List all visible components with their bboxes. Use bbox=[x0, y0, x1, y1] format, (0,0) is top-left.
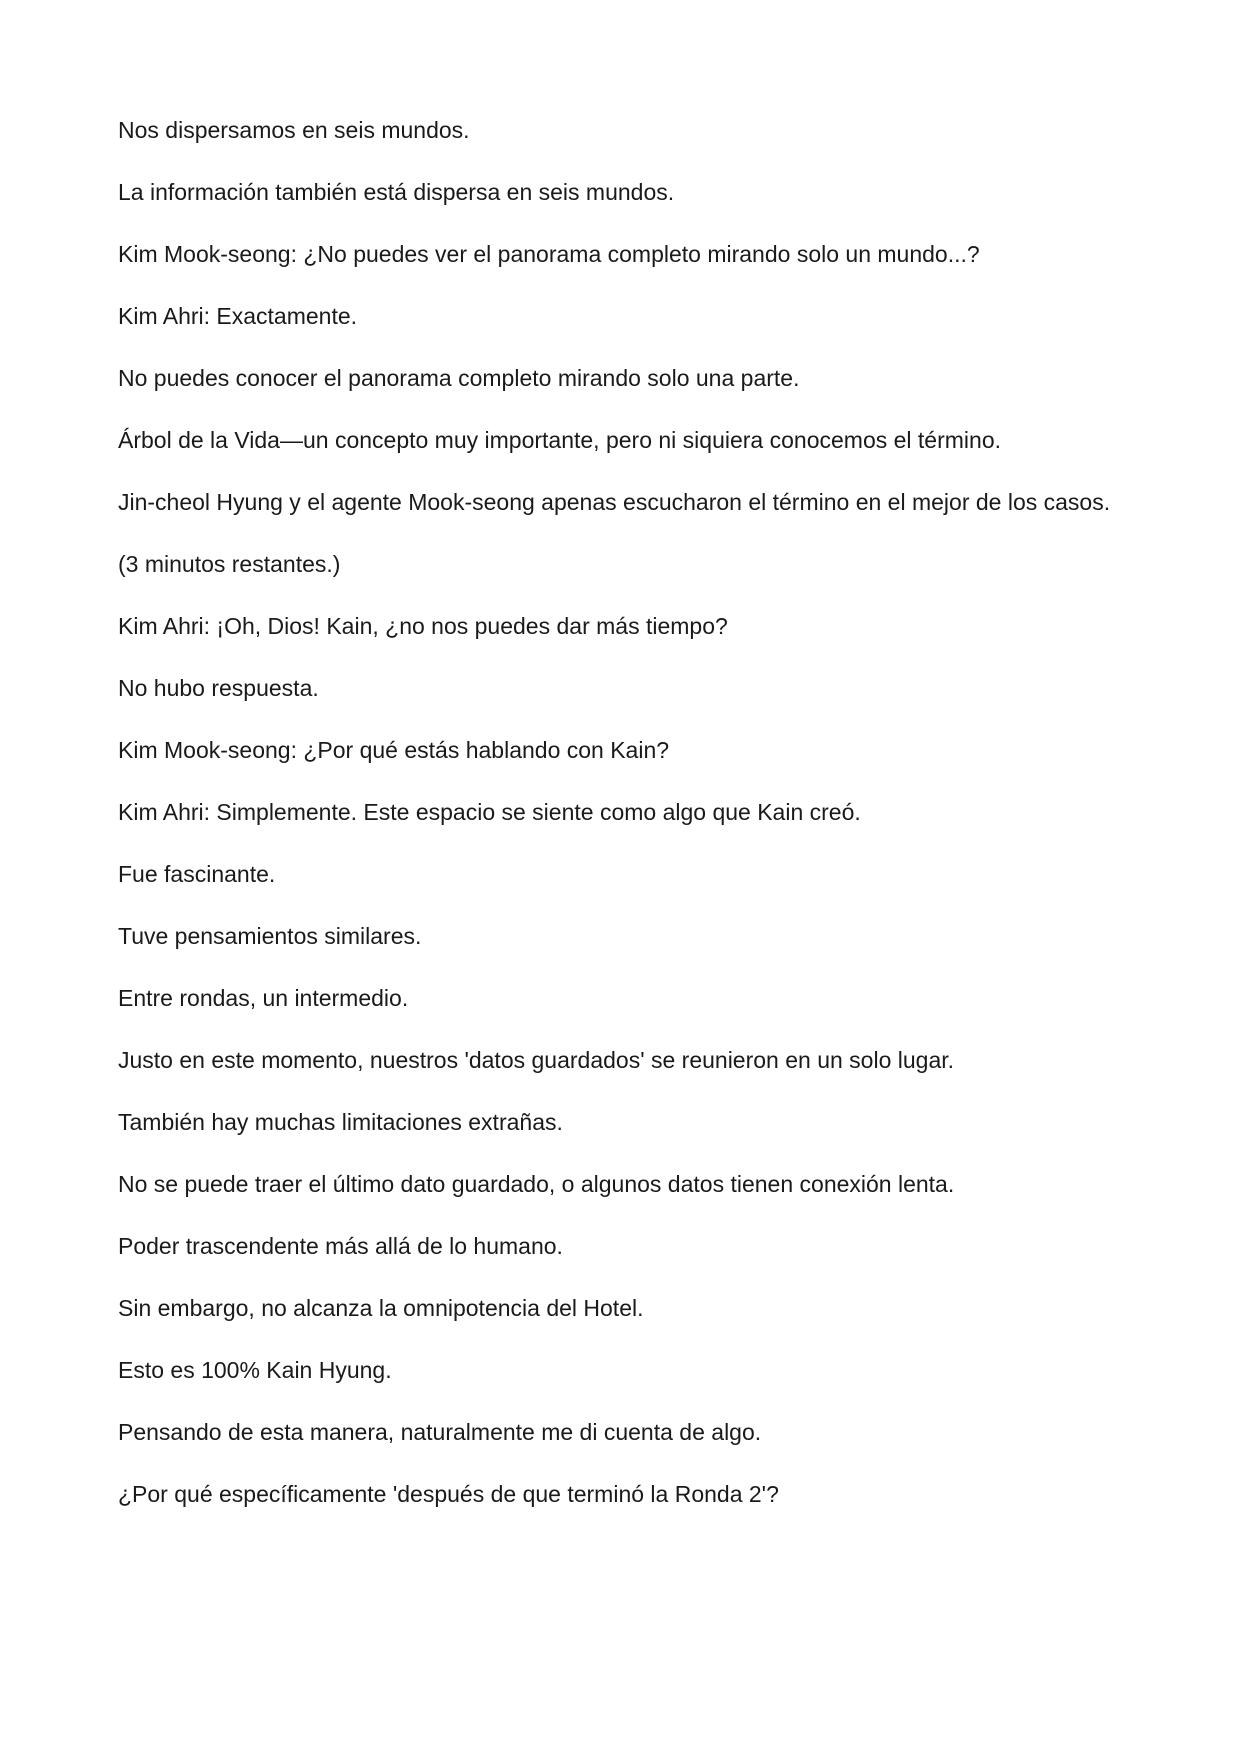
paragraph: Tuve pensamientos similares. bbox=[118, 923, 422, 949]
paragraph: Poder trascendente más allá de lo humano. bbox=[118, 1233, 563, 1259]
paragraph: Árbol de la Vida—un concepto muy importante, pero ni siquiera conocemos el término. bbox=[118, 427, 1001, 453]
paragraph: Kim Ahri: Exactamente. bbox=[118, 303, 358, 329]
paragraph: Entre rondas, un intermedio. bbox=[118, 985, 409, 1011]
paragraph: Nos dispersamos en seis mundos. bbox=[118, 117, 470, 143]
paragraph: No se puede traer el último dato guardado, o algunos datos tienen conexión lenta. bbox=[118, 1171, 955, 1197]
paragraph: Kim Ahri: Simplemente. Este espacio se siente como algo que Kain creó. bbox=[118, 799, 861, 825]
paragraph: La información también está dispersa en seis mundos. bbox=[118, 179, 675, 205]
paragraph: Kim Mook-seong: ¿Por qué estás hablando con Kain? bbox=[118, 737, 670, 763]
paragraph: Kim Ahri: ¡Oh, Dios! Kain, ¿no nos puedes dar más tiempo? bbox=[118, 613, 728, 639]
document-body bbox=[118, 115, 1121, 1541]
paragraph: No puedes conocer el panorama completo mirando solo una parte. bbox=[118, 365, 800, 391]
paragraph: No hubo respuesta. bbox=[118, 675, 319, 701]
paragraph: Sin embargo, no alcanza la omnipotencia del Hotel. bbox=[118, 1295, 644, 1321]
paragraph: Kim Mook-seong: ¿No puedes ver el panorama completo mirando solo un mundo...? bbox=[118, 241, 980, 267]
paragraph: (3 minutos restantes.) bbox=[118, 551, 341, 577]
paragraph: ¿Por qué específicamente 'después de que terminó la Ronda 2'? bbox=[118, 1481, 779, 1507]
paragraph: También hay muchas limitaciones extrañas. bbox=[118, 1109, 563, 1135]
paragraph: Jin-cheol Hyung y el agente Mook-seong apenas escucharon el término en el mejor de los casos. bbox=[118, 489, 1111, 515]
paragraph: Justo en este momento, nuestros 'datos guardados' se reunieron en un solo lugar. bbox=[118, 1047, 955, 1073]
paragraph: Esto es 100% Kain Hyung. bbox=[118, 1357, 392, 1383]
paragraph: Pensando de esta manera, naturalmente me di cuenta de algo. bbox=[118, 1419, 762, 1445]
paragraph: Fue fascinante. bbox=[118, 861, 276, 887]
